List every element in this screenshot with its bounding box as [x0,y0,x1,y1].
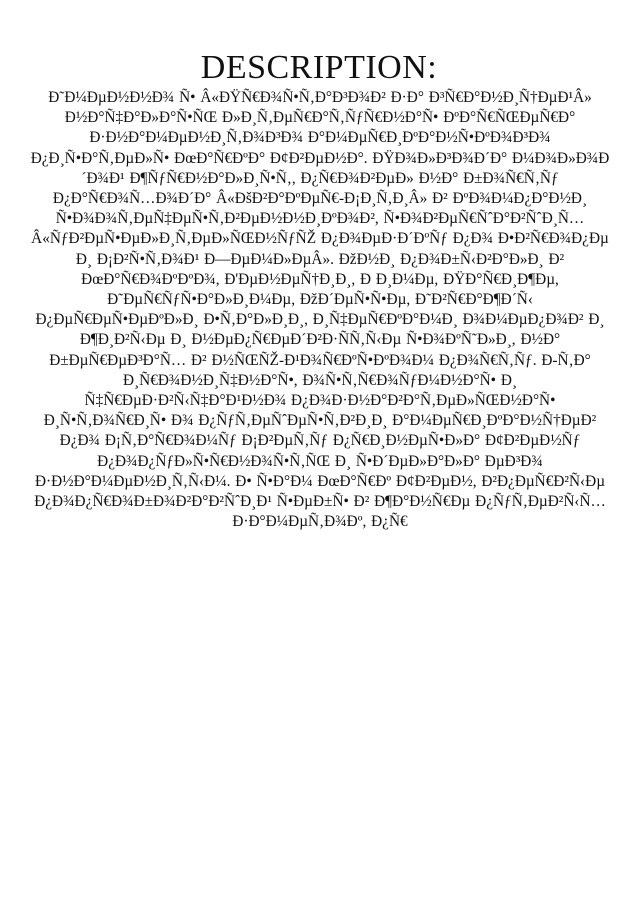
description-body-text: Ð˜Ð¼ÐµÐ½Ð½Ð¾ Ñ• Â«ÐŸÑ€Ð¾Ñ•Ñ‚Ð°Ð³Ð¾Ð² Ð·Ð° Ð³Ñ€Ð°Ð½Ð¸Ñ†ÐµÐ¹Â» Ð½Ð°Ñ‡Ð°Ð»Ð°Ñ•ÑŒ Ð»Ð¸Ñ‚ÐµÑ€Ð°Ñ‚ÑƒÑ€Ð½Ð°Ñ• ÐºÐ°Ñ€ÑŒÐµÑ€Ð° Ð·Ð½Ð°Ð¼ÐµÐ½Ð¸Ñ‚Ð¾Ð³Ð¾ Ð°Ð¼ÐµÑ€Ð¸ÐºÐ°Ð½Ñ•ÐºÐ¾Ð³Ð¾ Ð¿Ð¸Ñ•Ð°Ñ‚ÐµÐ»Ñ• ÐœÐ°Ñ€ÐºÐ° Ð¢Ð²ÐµÐ½Ð°. ÐŸÐ¾Ð»Ð³Ð¾Ð´Ð° Ð¼Ð¾Ð»Ð¾Ð´Ð¾Ð¹ Ð¶ÑƒÑ€Ð½Ð°Ð»Ð¸Ñ•Ñ‚, Ð¿Ñ€Ð¾Ð²ÐµÐ» Ð½Ð° Ð±Ð¾Ñ€Ñ‚Ñƒ Ð¿Ð°Ñ€Ð¾Ñ…Ð¾Ð´Ð° Â«ÐšÐ²Ð°ÐºÐµÑ€-Ð¡Ð¸Ñ‚Ð¸Â» Ð² ÐºÐ¾Ð¼Ð¿Ð°Ð½Ð¸ Ñ•Ð¾Ð¾Ñ‚ÐµÑ‡ÐµÑ•Ñ‚Ð²ÐµÐ½Ð½Ð¸ÐºÐ¾Ð², Ñ•Ð¾Ð²ÐµÑ€ÑˆÐ°Ð²ÑˆÐ¸Ñ… Â«ÑƒÐ²ÐµÑ•ÐµÐ»Ð¸Ñ‚ÐµÐ»ÑŒÐ½ÑƒÑŽ Ð¿Ð¾ÐµÐ·Ð´ÐºÑƒ Ð¿Ð¾ Ð•Ð²Ñ€Ð¾Ð¿Ðµ Ð¸ Ð¡Ð²Ñ•Ñ‚Ð¾Ð¹ Ð—ÐµÐ¼Ð»ÐµÂ». ÐžÐ½Ð¸ Ð¿Ð¾Ð±Ñ‹Ð²Ð°Ð»Ð¸ Ð² ÐœÐ°Ñ€Ð¾ÐºÐºÐ¾, Ð'ÐµÐ½ÐµÑ†Ð¸Ð¸, Ð Ð¸Ð¼Ðµ, ÐŸÐ°Ñ€Ð¸Ð¶Ðµ, Ð˜ÐµÑ€ÑƒÑ•Ð°Ð»Ð¸Ð¼Ðµ, ÐžÐ´ÐµÑ•Ñ•Ðµ, Ð˜Ð²Ñ€Ð°Ð¶Ð´Ñ‹ Ð¿ÐµÑ€ÐµÑ•ÐµÐºÐ»Ð¸ Ð•Ñ‚Ð°Ð»Ð¸Ð¸, Ð¸Ñ‡ÐµÑ€ÐºÐ°Ð¼Ð¸ Ð¾Ð¼ÐµÐ¿Ð¾Ð² Ð¸ Ð¶Ð¸Ð²Ñ‹Ðµ Ð¸ Ð½ÐµÐ¿Ñ€ÐµÐ´Ð²Ð·ÑÑ‚Ñ‹Ðµ Ñ•Ð¾ÐºÑ˜Ð»Ð¸, Ð½Ð° Ð±ÐµÑ€ÐµÐ³Ð°Ñ… Ð² Ð½ÑŒÑŽ-Ð¹Ð¾Ñ€ÐºÑ•ÐºÐ¾Ð¼ Ð¿Ð¾Ñ€Ñ‚Ñƒ. Ð-Ñ‚Ð° Ð¸Ñ€Ð¾Ð½Ð¸Ñ‡Ð½Ð°Ñ•, Ð¾Ñ•Ñ‚Ñ€Ð¾ÑƒÐ¼Ð½Ð°Ñ• Ð¸ Ñ‡Ñ€ÐµÐ·Ð²Ñ‹Ñ‡Ð°Ð¹Ð½Ð¾ Ð¿Ð¾Ð·Ð½Ð°Ð²Ð°Ñ‚ÐµÐ»ÑŒÐ½Ð°Ñ• Ð¸Ñ•Ñ‚Ð¾Ñ€Ð¸Ñ• Ð¾ Ð¿ÑƒÑ‚ÐµÑˆÐµÑ•Ñ‚Ð²Ð¸Ð¸ Ð°Ð¼ÐµÑ€Ð¸ÐºÐ°Ð½Ñ†ÐµÐ² Ð¿Ð¾ Ð¡Ñ‚Ð°Ñ€Ð¾Ð¼Ñƒ Ð¡Ð²ÐµÑ‚Ñƒ Ð¿Ñ€Ð¸Ð½ÐµÑ•Ð»Ð° Ð¢Ð²ÐµÐ½Ñƒ Ð¿Ð¾Ð¿ÑƒÐ»Ñ•Ñ€Ð½Ð¾Ñ•Ñ‚ÑŒ Ð¸ Ñ•Ð´ÐµÐ»Ð°Ð»Ð° ÐµÐ³Ð¾ Ð·Ð½Ð°Ð¼ÐµÐ½Ð¸Ñ‚Ñ‹Ð¼. Ð• Ñ•Ð°Ð¼ ÐœÐ°Ñ€Ðº Ð¢Ð²ÐµÐ½, Ð²Ð¿ÐµÑ€Ð²Ñ‹Ðµ Ð¿Ð¾Ð¿Ñ€Ð¾Ð±Ð¾Ð²Ð°Ð²ÑˆÐ¸Ð¹ Ñ•ÐµÐ±Ñ• Ð² Ð¶Ð°Ð½Ñ€Ðµ Ð¿ÑƒÑ‚ÐµÐ²Ñ‹Ñ… Ð·Ð°Ð¼ÐµÑ‚Ð¾Ðº, Ð¿Ñ€ [30,89,610,531]
description-heading: DESCRIPTION: [200,49,438,86]
